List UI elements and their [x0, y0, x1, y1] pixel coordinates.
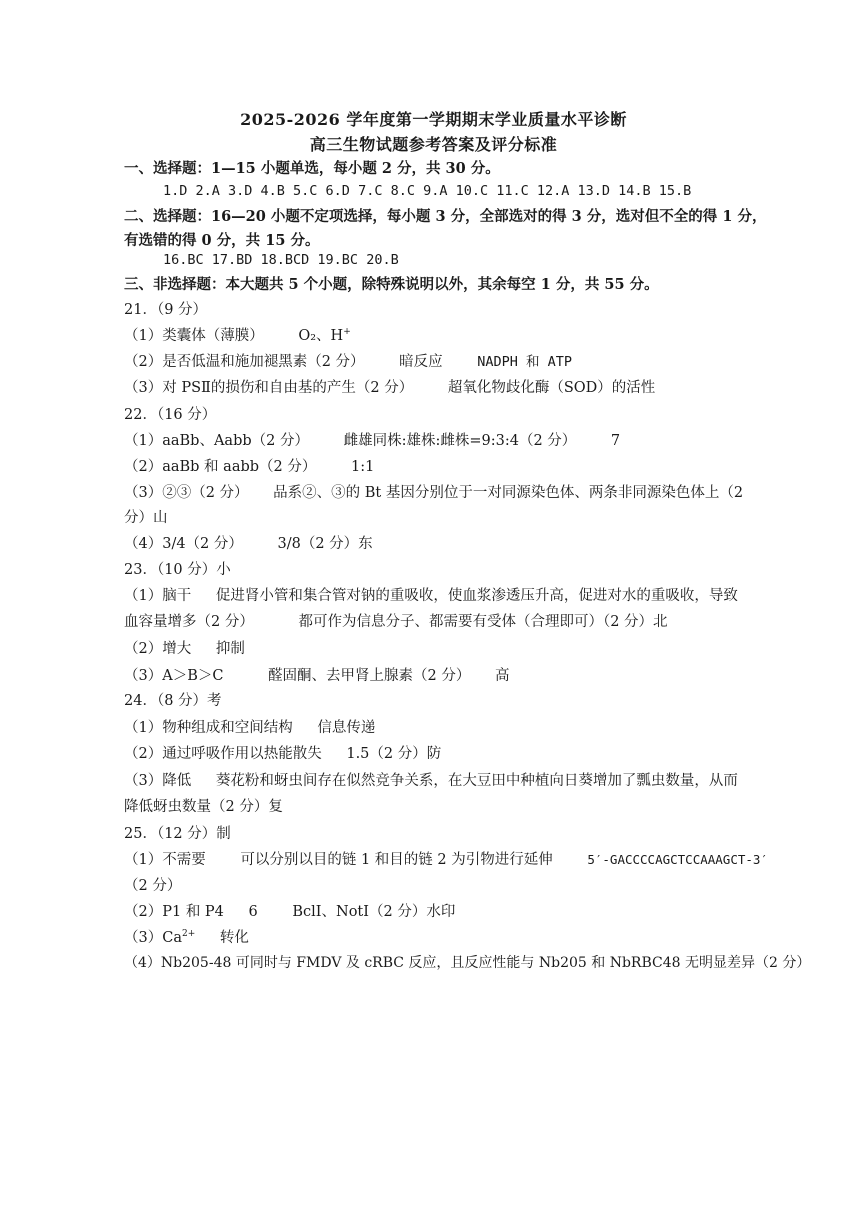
- q24-header: 24．（8 分）考: [124, 693, 222, 709]
- q23-a3c: 高: [495, 668, 510, 684]
- q23-answer-3: [124, 664, 510, 685]
- q23-a3: （3）A＞B＞C: [124, 668, 224, 684]
- q23-answer-1-cont: [124, 610, 668, 631]
- q25-a3-sup: 2+: [181, 929, 196, 940]
- q24-answer-3-cont: 降低蚜虫数量（2 分）复: [124, 799, 283, 815]
- q21-a1b: [298, 324, 350, 345]
- part1-answers: 1.D 2.A 3.D 4.B 5.C 6.D 7.C 8.C 9.A 10.C 11.C 12.A 13.D 14.B 15.B: [163, 183, 692, 199]
- q22-a1b: 雌雄同株:雄株:雌株=9:3:4（2 分）: [343, 433, 577, 449]
- q22-a2: （2）aaBb 和 aabb（2 分）: [124, 459, 317, 475]
- q25-answer-2: [124, 900, 455, 921]
- q22-a2b: 1:1: [350, 459, 375, 475]
- q22-answer-1: [124, 429, 620, 450]
- q21-a2b: 暗反应: [399, 354, 443, 370]
- q25-answer-4: （4）Nb205-48 可同时与 FMDV 及 cRBC 反应，且反应性能与 Nb205 和 NbRBC48 无明显差异（2 分）: [124, 955, 811, 971]
- q21-a1b-sup: +: [343, 327, 351, 338]
- q25-answer-3: [124, 926, 249, 947]
- q24-answer-1: [124, 716, 375, 737]
- q21-a3b: 超氧化物歧化酶（SOD）的活性: [447, 380, 656, 396]
- q25-a3-base: （3）Ca: [124, 930, 182, 946]
- q22-a3b: 品系②、③的 Bt 基因分别位于一对同源染色体、两条非同源染色体上（2: [273, 485, 744, 501]
- q23-a2b: 抑制: [215, 641, 245, 657]
- q24-answer-2: [124, 742, 441, 763]
- q22-a1: （1）aaBb、Aabb（2 分）: [124, 433, 309, 449]
- q21-a1: （1）类囊体（薄膜）: [124, 328, 264, 344]
- q23-header: 23．（10 分）小: [124, 562, 231, 578]
- q21-answer-2: [124, 350, 572, 371]
- q22-answer-2: [124, 455, 374, 476]
- q24-a3b: 葵花粉和蚜虫间存在似然竞争关系，在大豆田中种植向日葵增加了瓢虫数量，从而: [215, 773, 738, 789]
- q22-a4b: 3/8（2 分）东: [277, 536, 373, 552]
- q24-a1b: 信息传递: [317, 720, 376, 736]
- part2-heading-line1: 二、选择题：16—20 小题不定项选择，每小题 3 分，全部选对的得 3 分，选对但不全的得 1 分，: [124, 208, 767, 225]
- q23-a1b: 促进肾小管和集合管对钠的重吸收，使血浆渗透压升高，促进对水的重吸收，导致: [215, 588, 738, 604]
- document-title: 2025-2026 学年度第一学期期末学业质量水平诊断: [240, 110, 627, 129]
- q22-a3: （3）②③（2 分）: [124, 485, 249, 501]
- q25-a3b: 转化: [219, 930, 249, 946]
- q25-header: 25．（12 分）制: [124, 826, 231, 842]
- part2-answers: 16.BC 17.BD 18.BCD 19.BC 20.B: [163, 252, 399, 268]
- q25-a1b: 可以分别以目的链 1 和目的链 2 为引物进行延伸: [240, 852, 553, 868]
- q24-a2: （2）通过呼吸作用以热能散失: [124, 746, 322, 762]
- q21-a3: （3）对 PSⅡ的损伤和自由基的产生（2 分）: [124, 380, 414, 396]
- q25-a1c: 5′-GACCCCAGCTCCAAAGCT-3′: [587, 852, 768, 867]
- q22-a1c: 7: [610, 433, 621, 449]
- q21-answer-3: [124, 376, 655, 397]
- q22-answer-3-cont: 分）山: [124, 510, 168, 526]
- q22-answer-3: [124, 481, 743, 502]
- q25-a3: [124, 926, 195, 947]
- q23-a1d: 都可作为信息分子、都需要有受体（合理即可）（2 分）北: [298, 614, 668, 630]
- q24-a1: （1）物种组成和空间结构: [124, 720, 293, 736]
- q22-a4: （4）3/4（2 分）: [124, 536, 243, 552]
- q23-a1: （1）脑干: [124, 588, 192, 604]
- q23-answer-2: [124, 637, 245, 658]
- q21-a2c: NADPH 和 ATP: [477, 354, 573, 370]
- q21-a1b-base: O₂、H: [298, 328, 344, 344]
- q25-a1: （1）不需要: [124, 852, 206, 868]
- document-subtitle: 高三生物试题参考答案及评分标准: [309, 135, 558, 154]
- q25-a2: （2）P1 和 P4: [124, 904, 224, 920]
- q22-header: 22．（16 分）: [124, 407, 217, 423]
- q23-a2: （2）增大: [124, 641, 192, 657]
- q24-a2b: 1.5（2 分）防: [346, 746, 442, 762]
- q24-answer-3: [124, 769, 738, 790]
- q21-header: 21．（9 分）: [124, 302, 208, 318]
- part1-heading: 一、选择题：1—15 小题单选，每小题 2 分，共 30 分。: [124, 160, 500, 177]
- q23-a3b: 醛固酮、去甲肾上腺素（2 分）: [268, 668, 471, 684]
- q23-answer-1: [124, 584, 738, 605]
- q22-answer-4: [124, 532, 373, 553]
- part3-heading: 三、非选择题：本大题共 5 个小题，除特殊说明以外，其余每空 1 分，共 55 分。: [124, 276, 659, 293]
- q23-a1c: 血容量增多（2 分）: [124, 614, 254, 630]
- part2-heading-line2: 有选错的得 0 分，共 15 分。: [124, 232, 320, 249]
- q25-answer-1: [124, 848, 768, 869]
- q21-a2: （2）是否低温和施加褪黑素（2 分）: [124, 354, 365, 370]
- q25-a2c: BclⅠ、NotⅠ（2 分）水印: [292, 904, 456, 920]
- q25-answer-1-cont: （2 分）: [124, 878, 182, 894]
- q25-a2b: 6: [248, 904, 258, 920]
- q21-answer-1: [124, 324, 351, 345]
- q24-a3: （3）降低: [124, 773, 192, 789]
